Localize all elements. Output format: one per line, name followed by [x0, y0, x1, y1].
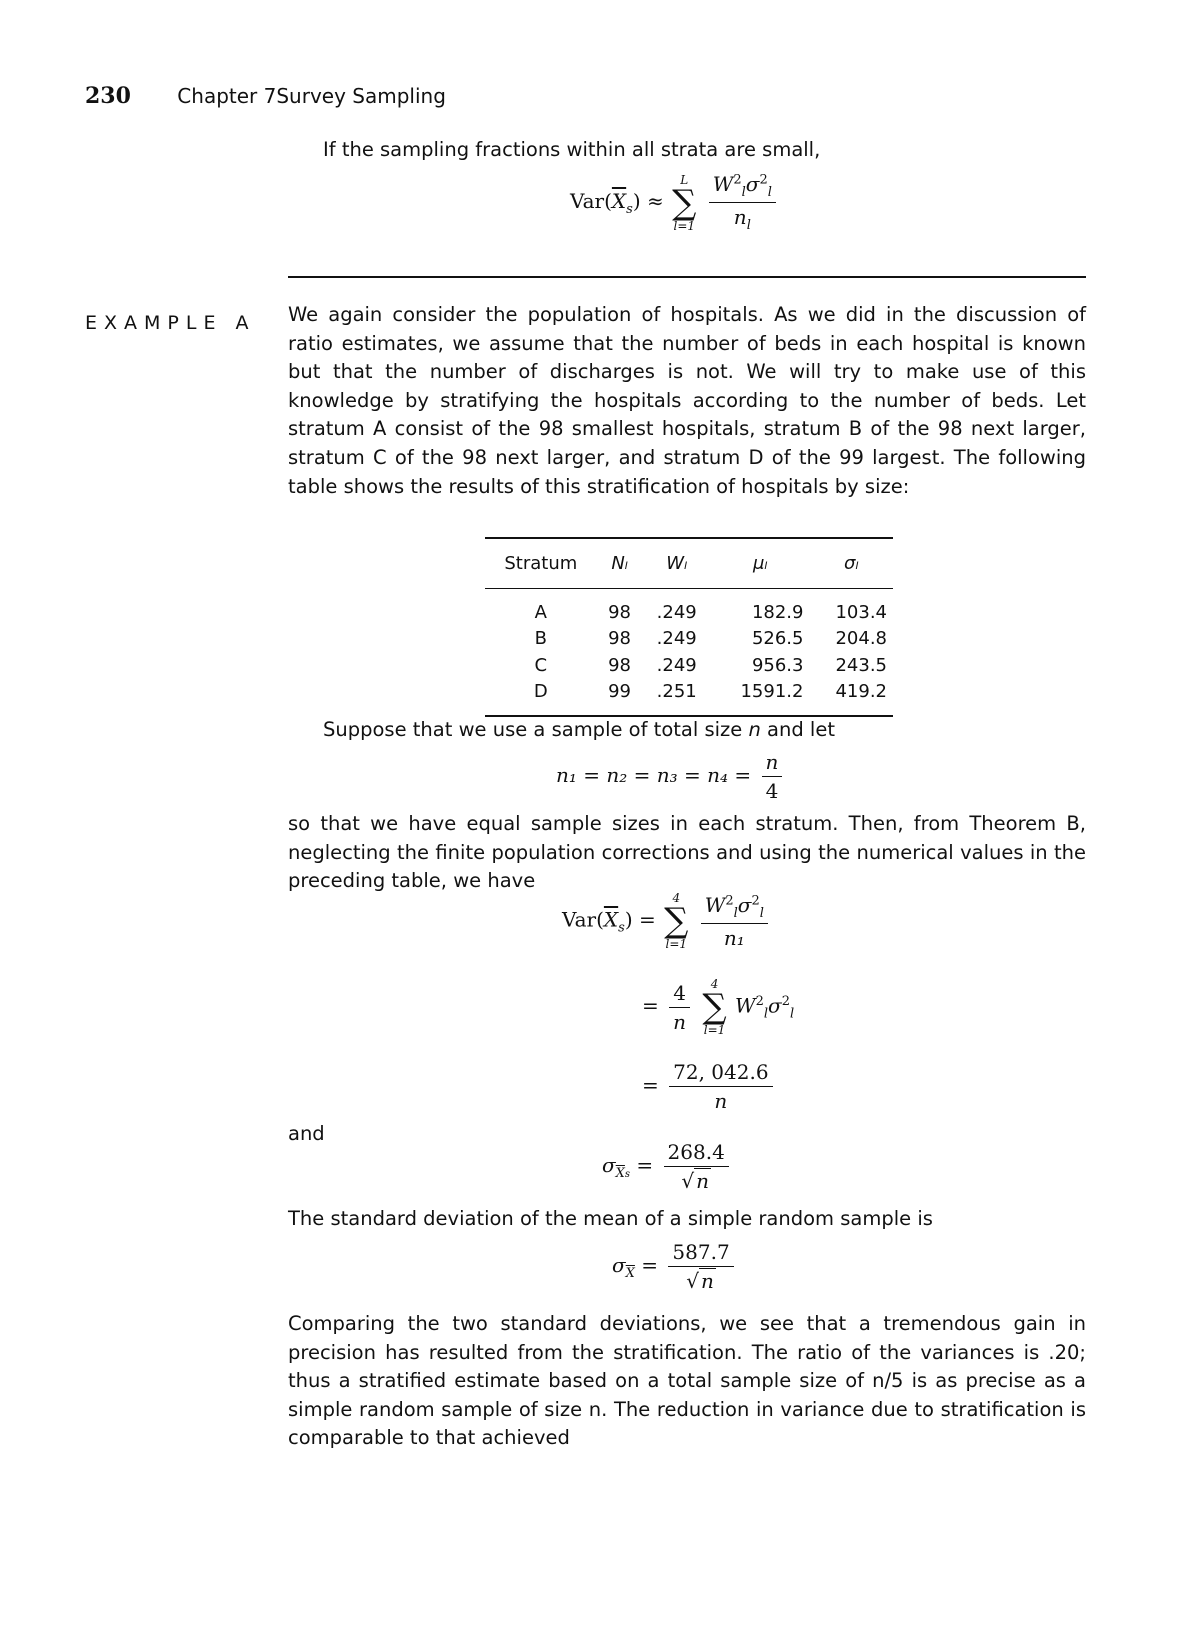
running-header: [85, 80, 446, 112]
chapter-label: Chapter 7: [177, 84, 277, 108]
cell: 956.3: [751, 654, 804, 676]
cell: C: [534, 654, 548, 676]
table-header-row: [485, 538, 893, 589]
cell: 204.8: [835, 628, 887, 650]
section-title: Survey Sampling: [276, 84, 446, 108]
suppose-text: Suppose that we use a sample of total size n and let: [323, 718, 835, 741]
table-row: [485, 589, 893, 626]
table-row: [485, 679, 893, 717]
example-paragraph: We again consider the population of hospitals. As we did in the discussion of ratio estimates, we assume that the number of beds in each hospital is known but that the number of discharges is not. We will try to make use of this knowledge by stratifying the hospitals according to the number of beds. Let stratum A consist of the 98 smallest hospitals, stratum B of the 98 next larger, stratum C of the 98 next larger, and stratum D of the 99 largest. The following table shows the results of this stratification of hospitals by size:: [288, 303, 1086, 498]
intro-text: If the sampling fractions within all strata are small,: [323, 138, 821, 161]
so-that-paragraph: so that we have equal sample sizes in each stratum. Then, from Theorem B, neglecting the finite population corrections and using the numerical values in the preceding table, we have: [288, 812, 1086, 893]
col-header-mu: μₗ: [711, 538, 810, 589]
std-dev-text: The standard deviation of the mean of a simple random sample is: [288, 1207, 933, 1230]
cell: .249: [656, 628, 697, 650]
cell: .249: [656, 654, 697, 676]
col-header-stratum: Stratum: [485, 538, 597, 589]
example-label: EXAMPLE A: [85, 312, 256, 334]
cell: A: [534, 601, 547, 623]
col-header-sigma: σₗ: [809, 538, 893, 589]
section-divider: [288, 276, 1086, 278]
equation-var-stratified: $Var(\overline{X}_s)$ = 4 ∑ l=1 $\frac{W^2_l\sigma^2_l}{\text{n₁}}$: [562, 892, 772, 950]
cell: 103.4: [835, 601, 887, 623]
cell: 98: [608, 628, 631, 650]
cell: 419.2: [809, 679, 893, 717]
equation-equal-sizes: n₁ = n₂ = n₃ = n₄ = $\frac{n}{4}$: [556, 750, 786, 803]
cell: 1591.2: [711, 679, 810, 717]
cell: 526.5: [751, 628, 804, 650]
equation-sigma-srs: $\sigma_{\overline{X}}$ = $\frac{587.7}{√ n}$: [612, 1240, 738, 1293]
col-header-W: Wₗ: [642, 538, 710, 589]
cell: 99: [597, 679, 643, 717]
equation-var-step2: = $\frac{4}{n}$ 4 ∑ l=1 $W^2_l\sigma^2_l$: [642, 977, 795, 1037]
cell: 98: [608, 601, 631, 623]
equation-var-step3: = $\frac{72, 042.6}{n}$: [642, 1060, 777, 1113]
cell: 182.9: [751, 601, 804, 623]
table-row: [485, 652, 893, 679]
cell: .251: [642, 679, 710, 717]
cell: B: [534, 628, 547, 650]
cell: .249: [656, 601, 697, 623]
table-row: [485, 626, 893, 653]
page-number: 230: [85, 83, 131, 109]
and-text: and: [288, 1122, 325, 1145]
comparing-paragraph: Comparing the two standard deviations, we see that a tremendous gain in precision has resulted from the stratification. The ratio of the variances is .20; thus a stratified estimate based on a total sample size of n/5 is as precise as a simple random sample of size n. The reduction in variance due to stratification is comparable to that achieved: [288, 1312, 1086, 1450]
cell: D: [485, 679, 597, 717]
stratification-table: [485, 537, 893, 717]
col-header-N: Nₗ: [597, 538, 643, 589]
cell: 243.5: [835, 654, 887, 676]
equation-sigma-stratified: $\sigma_{\overline{X}s}$ = $\frac{268.4}{√ n}$: [602, 1140, 733, 1193]
cell: 98: [608, 654, 631, 676]
equation-var-approx: $Var(\overline{X}_s)$ ≈ L ∑ l=1 $\frac{W^2_l\sigma^2_l}{n_l}$: [570, 172, 780, 233]
